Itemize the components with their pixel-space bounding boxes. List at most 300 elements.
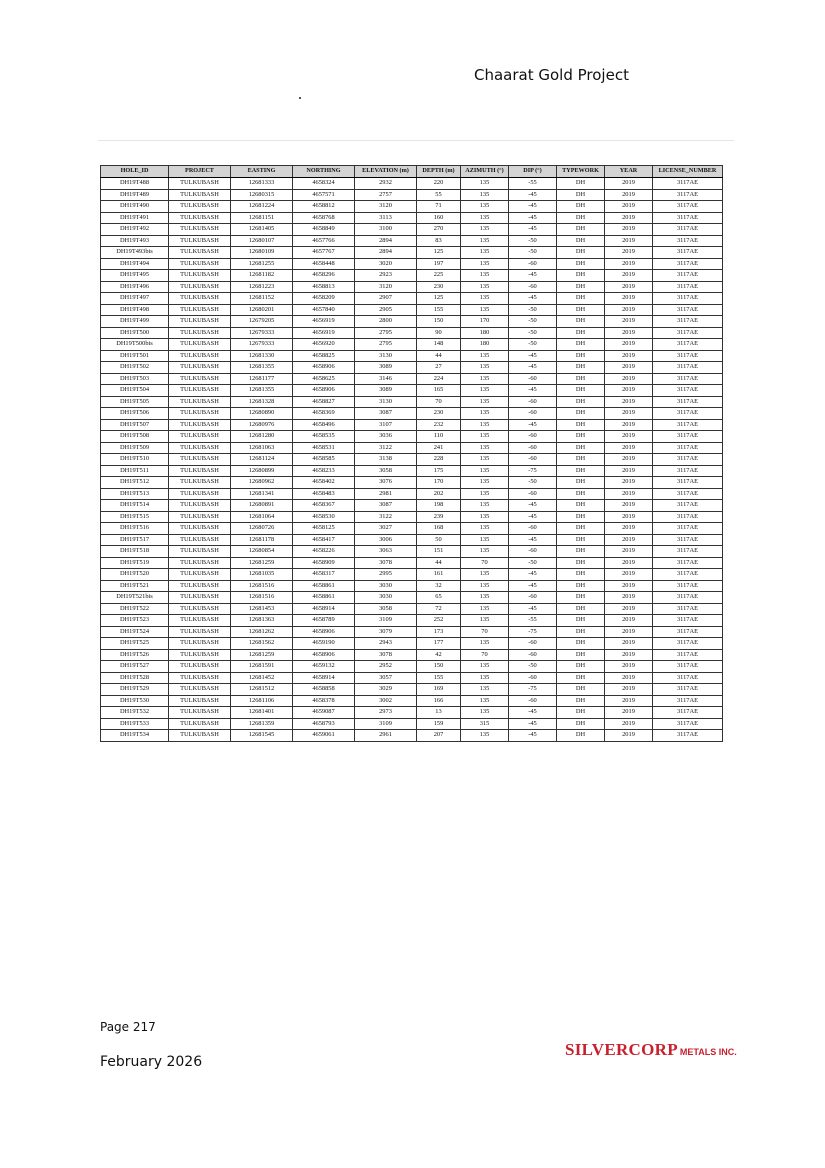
table-cell: TULKUBASH — [169, 178, 231, 190]
table-cell: 12681359 — [231, 718, 293, 730]
table-cell: DH19T506 — [101, 408, 169, 420]
table-cell: 150 — [417, 661, 461, 673]
table-cell: DH19T517 — [101, 534, 169, 546]
table-cell: 4658209 — [293, 293, 355, 305]
table-cell: 151 — [417, 546, 461, 558]
table-cell: 12680899 — [231, 465, 293, 477]
table-cell: 2019 — [605, 270, 653, 282]
table-cell: 32 — [417, 580, 461, 592]
table-cell: DH — [557, 431, 605, 443]
drillhole-table — [100, 165, 723, 742]
table-cell: DH — [557, 488, 605, 500]
table-cell: DH — [557, 603, 605, 615]
table-cell: DH — [557, 523, 605, 535]
table-cell: 135 — [461, 224, 509, 236]
table-cell: 180 — [461, 339, 509, 351]
table-cell: TULKUBASH — [169, 615, 231, 627]
table-cell: DH — [557, 465, 605, 477]
table-cell: -50 — [509, 327, 557, 339]
table-cell: DH — [557, 442, 605, 454]
table-cell: DH19T502 — [101, 362, 169, 374]
table-cell: DH19T499 — [101, 316, 169, 328]
table-cell: -45 — [509, 212, 557, 224]
table-cell: DH19T522 — [101, 603, 169, 615]
table-cell: 135 — [461, 304, 509, 316]
table-cell: 4658625 — [293, 373, 355, 385]
table-cell: 2019 — [605, 707, 653, 719]
table-cell: DH — [557, 638, 605, 650]
table-cell: 4658827 — [293, 396, 355, 408]
table-cell: 2019 — [605, 488, 653, 500]
table-cell: 4656920 — [293, 339, 355, 351]
table-cell: 252 — [417, 615, 461, 627]
table-row — [101, 684, 723, 696]
table-cell: 4658324 — [293, 178, 355, 190]
table-cell: 3117AE — [653, 454, 723, 466]
table-row — [101, 293, 723, 305]
table-cell: -60 — [509, 695, 557, 707]
table-row — [101, 201, 723, 213]
table-row — [101, 695, 723, 707]
table-cell: DH19T503 — [101, 373, 169, 385]
table-cell: TULKUBASH — [169, 465, 231, 477]
table-cell: DH — [557, 695, 605, 707]
document-header-title: Chaarat Gold Project — [474, 66, 629, 84]
table-cell: 12680315 — [231, 189, 293, 201]
table-cell: 3117AE — [653, 534, 723, 546]
table-cell: 3117AE — [653, 626, 723, 638]
table-cell: 2943 — [355, 638, 417, 650]
table-cell: 4658906 — [293, 649, 355, 661]
table-cell: 3117AE — [653, 224, 723, 236]
table-cell: DH19T492 — [101, 224, 169, 236]
table-cell: 4658793 — [293, 718, 355, 730]
table-cell: 135 — [461, 419, 509, 431]
table-cell: 135 — [461, 695, 509, 707]
table-cell: DH — [557, 730, 605, 742]
table-row — [101, 500, 723, 512]
table-cell: -60 — [509, 281, 557, 293]
table-cell: DH — [557, 212, 605, 224]
table-cell: 166 — [417, 695, 461, 707]
table-cell: 12680962 — [231, 477, 293, 489]
table-cell: 2019 — [605, 362, 653, 374]
table-cell: 12681259 — [231, 649, 293, 661]
table-cell: 2019 — [605, 500, 653, 512]
table-cell: 2019 — [605, 730, 653, 742]
table-cell: 12681152 — [231, 293, 293, 305]
table-cell: 2019 — [605, 557, 653, 569]
table-cell: 72 — [417, 603, 461, 615]
table-cell: 4659087 — [293, 707, 355, 719]
table-cell: -60 — [509, 258, 557, 270]
table-cell: 3030 — [355, 592, 417, 604]
table-cell: -60 — [509, 592, 557, 604]
table-cell: DH — [557, 408, 605, 420]
table-cell: DH — [557, 718, 605, 730]
table-cell: TULKUBASH — [169, 327, 231, 339]
table-row — [101, 707, 723, 719]
table-row — [101, 638, 723, 650]
table-cell: TULKUBASH — [169, 477, 231, 489]
table-cell: 3117AE — [653, 373, 723, 385]
table-cell: 12681512 — [231, 684, 293, 696]
table-cell: -45 — [509, 385, 557, 397]
table-cell: DH19T497 — [101, 293, 169, 305]
table-cell: DH — [557, 316, 605, 328]
table-cell: DH19T510 — [101, 454, 169, 466]
table-cell: TULKUBASH — [169, 488, 231, 500]
table-cell: 12680976 — [231, 419, 293, 431]
table-cell: -50 — [509, 247, 557, 259]
table-cell: 65 — [417, 592, 461, 604]
table-cell: DH19T505 — [101, 396, 169, 408]
table-cell: DH — [557, 592, 605, 604]
table-cell: TULKUBASH — [169, 304, 231, 316]
table-cell: 4658367 — [293, 500, 355, 512]
table-cell: 4658849 — [293, 224, 355, 236]
table-cell: 2961 — [355, 730, 417, 742]
table-cell: TULKUBASH — [169, 557, 231, 569]
table-cell: 12681124 — [231, 454, 293, 466]
table-row — [101, 718, 723, 730]
table-cell: -60 — [509, 373, 557, 385]
table-cell: DH19T495 — [101, 270, 169, 282]
table-cell: TULKUBASH — [169, 592, 231, 604]
page-number: Page 217 — [100, 1020, 156, 1034]
table-cell: 3122 — [355, 442, 417, 454]
table-cell: 2019 — [605, 454, 653, 466]
silvercorp-logo — [565, 1040, 737, 1060]
table-cell: 3030 — [355, 580, 417, 592]
table-cell: 4658768 — [293, 212, 355, 224]
table-cell: DH19T509 — [101, 442, 169, 454]
column-header: LICENSE_NUMBER — [653, 166, 723, 178]
table-cell: TULKUBASH — [169, 281, 231, 293]
table-cell: TULKUBASH — [169, 661, 231, 673]
table-cell: TULKUBASH — [169, 626, 231, 638]
table-cell: 315 — [461, 718, 509, 730]
table-cell: 2019 — [605, 385, 653, 397]
table-cell: 160 — [417, 212, 461, 224]
table-cell: -45 — [509, 270, 557, 282]
table-cell: 12680854 — [231, 546, 293, 558]
table-cell: 4657767 — [293, 247, 355, 259]
table-cell: DH19T511 — [101, 465, 169, 477]
table-cell: 2019 — [605, 281, 653, 293]
table-cell: 169 — [417, 684, 461, 696]
table-cell: DH — [557, 293, 605, 305]
table-cell: -45 — [509, 362, 557, 374]
table-cell: 135 — [461, 638, 509, 650]
table-cell: TULKUBASH — [169, 454, 231, 466]
table-cell: 230 — [417, 281, 461, 293]
table-cell: TULKUBASH — [169, 603, 231, 615]
table-cell: DH19T532 — [101, 707, 169, 719]
table-cell: 2019 — [605, 419, 653, 431]
table-cell: 2019 — [605, 339, 653, 351]
table-cell: 135 — [461, 350, 509, 362]
table-row — [101, 580, 723, 592]
table-cell: 12681182 — [231, 270, 293, 282]
table-cell: -45 — [509, 224, 557, 236]
table-cell: -45 — [509, 500, 557, 512]
table-cell: 2894 — [355, 247, 417, 259]
table-cell: 4656919 — [293, 327, 355, 339]
table-cell: DH — [557, 707, 605, 719]
table-cell: 12681562 — [231, 638, 293, 650]
table-cell: 12681106 — [231, 695, 293, 707]
table-cell: DH — [557, 649, 605, 661]
table-cell: 4658813 — [293, 281, 355, 293]
table-cell: 135 — [461, 454, 509, 466]
table-cell: 232 — [417, 419, 461, 431]
table-cell: 4658125 — [293, 523, 355, 535]
table-cell: DH19T528 — [101, 672, 169, 684]
table-cell: DH — [557, 270, 605, 282]
table-cell: 3076 — [355, 477, 417, 489]
table-cell: 4658812 — [293, 201, 355, 213]
table-row — [101, 557, 723, 569]
table-cell: 3089 — [355, 362, 417, 374]
table-row — [101, 304, 723, 316]
table-cell: 3027 — [355, 523, 417, 535]
table-cell: 2019 — [605, 258, 653, 270]
table-cell: DH19T507 — [101, 419, 169, 431]
table-cell: DH — [557, 672, 605, 684]
table-cell: TULKUBASH — [169, 316, 231, 328]
table-cell: 135 — [461, 684, 509, 696]
table-row — [101, 649, 723, 661]
table-cell: 135 — [461, 603, 509, 615]
table-cell: DH — [557, 350, 605, 362]
table-cell: -60 — [509, 638, 557, 650]
table-cell: 2019 — [605, 615, 653, 627]
table-cell: 135 — [461, 281, 509, 293]
table-cell: TULKUBASH — [169, 695, 231, 707]
table-cell: 2019 — [605, 235, 653, 247]
table-cell: DH — [557, 339, 605, 351]
table-row — [101, 523, 723, 535]
table-cell: 135 — [461, 201, 509, 213]
table-cell: 135 — [461, 500, 509, 512]
table-cell: DH — [557, 327, 605, 339]
table-row — [101, 569, 723, 581]
table-cell: 2019 — [605, 224, 653, 236]
table-cell: 12681355 — [231, 362, 293, 374]
table-cell: 4658858 — [293, 684, 355, 696]
table-cell: DH — [557, 258, 605, 270]
table-cell: -50 — [509, 339, 557, 351]
table-cell: 3063 — [355, 546, 417, 558]
table-cell: 4658861 — [293, 580, 355, 592]
table-cell: 2019 — [605, 580, 653, 592]
table-cell: 135 — [461, 730, 509, 742]
table-cell: 165 — [417, 385, 461, 397]
table-cell: 2932 — [355, 178, 417, 190]
table-cell: 2019 — [605, 672, 653, 684]
table-row — [101, 546, 723, 558]
table-row — [101, 592, 723, 604]
table-row — [101, 327, 723, 339]
table-cell: 2019 — [605, 546, 653, 558]
table-cell: 3117AE — [653, 523, 723, 535]
table-cell: 3117AE — [653, 281, 723, 293]
table-cell: 3117AE — [653, 385, 723, 397]
table-cell: 155 — [417, 672, 461, 684]
table-cell: -45 — [509, 534, 557, 546]
table-cell: 3117AE — [653, 212, 723, 224]
table-cell: 12680201 — [231, 304, 293, 316]
table-cell: 2019 — [605, 523, 653, 535]
table-cell: DH — [557, 546, 605, 558]
table-cell: DH19T529 — [101, 684, 169, 696]
table-cell: DH19T498 — [101, 304, 169, 316]
table-cell: 3117AE — [653, 592, 723, 604]
table-cell: 3117AE — [653, 235, 723, 247]
table-cell: 3117AE — [653, 362, 723, 374]
table-cell: 197 — [417, 258, 461, 270]
table-cell: -60 — [509, 649, 557, 661]
table-cell: 12681151 — [231, 212, 293, 224]
table-cell: DH19T521 — [101, 580, 169, 592]
table-cell: 3117AE — [653, 178, 723, 190]
table-cell: DH19T488 — [101, 178, 169, 190]
table-cell: 135 — [461, 580, 509, 592]
table-cell: DH — [557, 178, 605, 190]
table-cell: 2019 — [605, 442, 653, 454]
table-cell: 12679333 — [231, 339, 293, 351]
table-cell: 3122 — [355, 511, 417, 523]
table-cell: TULKUBASH — [169, 201, 231, 213]
table-cell: -50 — [509, 235, 557, 247]
table-row — [101, 362, 723, 374]
table-cell: 12681328 — [231, 396, 293, 408]
table-cell: DH19T533 — [101, 718, 169, 730]
table-cell: 50 — [417, 534, 461, 546]
table-cell: DH — [557, 247, 605, 259]
table-cell: -45 — [509, 293, 557, 305]
table-cell: 170 — [417, 477, 461, 489]
table-cell: 12680107 — [231, 235, 293, 247]
column-header: YEAR — [605, 166, 653, 178]
table-cell: TULKUBASH — [169, 419, 231, 431]
table-cell: TULKUBASH — [169, 339, 231, 351]
table-cell: TULKUBASH — [169, 672, 231, 684]
table-cell: 4658317 — [293, 569, 355, 581]
table-cell: 173 — [417, 626, 461, 638]
table-cell: 12681401 — [231, 707, 293, 719]
table-cell: 159 — [417, 718, 461, 730]
table-cell: 12681355 — [231, 385, 293, 397]
table-cell: 135 — [461, 373, 509, 385]
table-cell: 27 — [417, 362, 461, 374]
table-cell: DH — [557, 304, 605, 316]
table-cell: 135 — [461, 477, 509, 489]
table-row — [101, 626, 723, 638]
table-cell: -60 — [509, 546, 557, 558]
column-header: NORTHING — [293, 166, 355, 178]
table-cell: DH19T527 — [101, 661, 169, 673]
table-cell: 4658378 — [293, 695, 355, 707]
table-cell: TULKUBASH — [169, 431, 231, 443]
table-row — [101, 316, 723, 328]
table-cell: 110 — [417, 431, 461, 443]
table-cell: DH — [557, 557, 605, 569]
table-cell: -60 — [509, 396, 557, 408]
table-cell: DH19T490 — [101, 201, 169, 213]
table-cell: 4658531 — [293, 442, 355, 454]
table-cell: -45 — [509, 718, 557, 730]
table-cell: DH19T493 — [101, 235, 169, 247]
table-cell: DH19T524 — [101, 626, 169, 638]
table-cell: 3117AE — [653, 661, 723, 673]
column-header: HOLE_ID — [101, 166, 169, 178]
table-cell: 4658369 — [293, 408, 355, 420]
table-cell: 13 — [417, 707, 461, 719]
table-cell: 12679333 — [231, 327, 293, 339]
table-cell: DH19T515 — [101, 511, 169, 523]
table-cell: -60 — [509, 523, 557, 535]
table-cell: 3130 — [355, 350, 417, 362]
table-cell: TULKUBASH — [169, 224, 231, 236]
table-cell: 224 — [417, 373, 461, 385]
table-cell: 71 — [417, 201, 461, 213]
table-cell: DH — [557, 477, 605, 489]
table-cell: -60 — [509, 408, 557, 420]
table-cell: 2019 — [605, 304, 653, 316]
table-cell: TULKUBASH — [169, 638, 231, 650]
table-cell: -50 — [509, 477, 557, 489]
table-cell: 270 — [417, 224, 461, 236]
table-cell: 3117AE — [653, 615, 723, 627]
table-cell: 70 — [461, 557, 509, 569]
table-cell: DH — [557, 511, 605, 523]
table-cell: 2019 — [605, 718, 653, 730]
table-cell: 4659190 — [293, 638, 355, 650]
table-cell: 2757 — [355, 189, 417, 201]
table-cell: TULKUBASH — [169, 408, 231, 420]
table-cell: -50 — [509, 304, 557, 316]
table-cell: 2800 — [355, 316, 417, 328]
table-row — [101, 339, 723, 351]
table-cell: DH19T500 — [101, 327, 169, 339]
table-cell: TULKUBASH — [169, 707, 231, 719]
table-cell: 3146 — [355, 373, 417, 385]
table-cell: 3117AE — [653, 707, 723, 719]
table-row — [101, 212, 723, 224]
table-row — [101, 281, 723, 293]
column-header: PROJECT — [169, 166, 231, 178]
table-cell: 2019 — [605, 649, 653, 661]
table-row — [101, 477, 723, 489]
table-cell: 2019 — [605, 247, 653, 259]
table-cell: 12681063 — [231, 442, 293, 454]
table-cell: 3117AE — [653, 546, 723, 558]
table-cell: 12681262 — [231, 626, 293, 638]
table-cell: 3117AE — [653, 419, 723, 431]
table-body — [101, 178, 723, 742]
table-row — [101, 408, 723, 420]
table-cell: 3057 — [355, 672, 417, 684]
table-cell: 2981 — [355, 488, 417, 500]
table-cell: 135 — [461, 672, 509, 684]
table-cell: -45 — [509, 569, 557, 581]
table-cell: 135 — [461, 235, 509, 247]
table-cell: DH19T525 — [101, 638, 169, 650]
table-cell: 135 — [461, 385, 509, 397]
table-cell: 4658233 — [293, 465, 355, 477]
